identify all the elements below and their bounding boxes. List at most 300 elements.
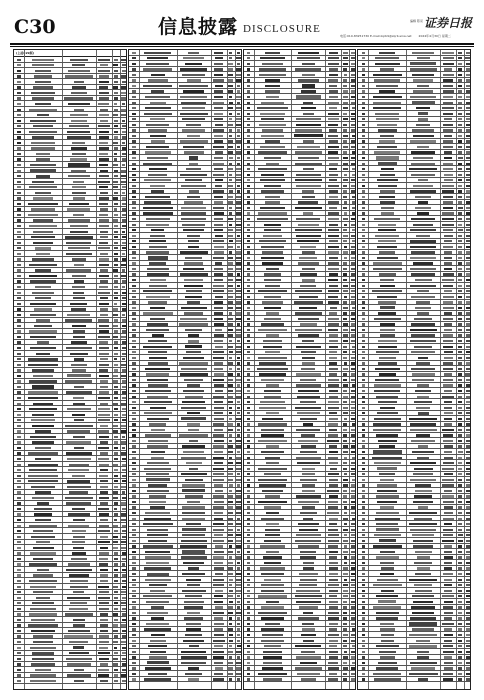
table-cell-mark [237,52,241,54]
table-cell-mark [247,540,251,542]
table-cell-mark [99,303,110,305]
table-cell-mark [466,457,470,459]
table-cell-mark [329,174,338,176]
table-cell-mark [247,285,251,287]
table-cell-mark [228,606,233,608]
table-cell-mark [362,79,366,81]
table-cell-mark [298,201,318,203]
table-cell-mark [17,613,21,615]
table-cell-mark [181,656,207,659]
table-cell-mark [343,396,348,398]
table-cell-mark [214,201,222,203]
table-cell-mark [122,153,126,155]
table-cell-mark [259,407,286,409]
table-cell-mark [343,113,347,115]
table-cell-mark [180,96,208,98]
table-cell-mark [296,429,320,431]
table-cell-mark [410,617,436,619]
table-cell-mark [328,634,339,636]
table-cell-mark [443,301,452,303]
table-cell-mark [247,468,251,470]
table-cell-mark [144,201,171,203]
table-cell-mark [229,418,233,420]
table-cell-mark [114,569,118,571]
table-cell-mark [258,468,286,470]
table-cell-mark [247,473,251,475]
table-cell-mark [132,351,136,353]
table-cell-mark [458,612,462,614]
table-cell-mark [36,353,50,355]
table-cell-mark [100,452,108,454]
table-cell-mark [122,292,126,294]
table-cell-mark [362,52,366,54]
table-cell-mark [444,612,453,614]
table-cell-mark [31,208,54,210]
table-cell-mark [343,412,348,414]
table-cell-mark [228,257,233,259]
table-cell-mark [343,151,347,153]
table-cell-mark [380,68,394,70]
table-cell-mark [343,102,348,104]
table-cell-mark [213,529,224,531]
table-cell-mark [67,458,91,460]
table-cell-mark [99,175,109,177]
table-cell-mark [132,396,136,398]
table-cell-mark [442,52,454,54]
table-cell-mark [122,635,126,637]
table-cell-mark [17,369,21,371]
table-cell-mark [114,330,118,332]
table-cell-mark [98,458,109,460]
table-cell-mark [236,495,240,497]
table-cell-mark [151,451,165,453]
table-cell-mark [34,308,51,310]
table-cell-mark [466,262,471,264]
table-cell-mark [114,258,118,260]
table-cell-mark [214,534,223,536]
table-cell-mark [17,669,21,671]
table-cell-mark [351,368,355,370]
table-cell-mark [260,179,285,181]
table-cell-mark [343,163,347,165]
table-cell-mark [17,591,21,593]
table-cell-mark [466,634,469,636]
table-cell-mark [458,628,461,630]
table-cell-mark [247,595,251,597]
table-cell-mark [122,303,126,305]
table-cell-mark [114,391,118,393]
table-cell-mark [458,495,462,497]
table-cell-mark [228,379,233,381]
table-cell-mark [418,445,428,447]
table-cell-mark [121,591,126,593]
table-cell-mark [343,118,348,120]
table-cell-mark [375,518,400,520]
table-cell-mark [236,68,241,70]
table-cell-mark [247,301,251,303]
table-cell-mark [34,325,51,327]
table-cell-mark [247,673,251,675]
table-cell-mark [72,64,85,66]
table-cell-mark [343,279,347,281]
table-cell-mark [114,214,118,216]
table-cell-mark [458,246,462,248]
table-cell-mark [132,401,136,403]
table-cell-mark [351,68,356,70]
table-cell-mark [247,384,251,386]
table-cell-mark [351,163,355,165]
table-cell-mark [247,296,251,298]
table-cell-mark [344,257,348,259]
table-cell-mark [147,462,169,464]
table-cell-mark [444,240,452,242]
table-cell-mark [458,201,463,203]
table-cell-mark [443,529,453,531]
table-cell-mark [182,573,205,575]
table-cell-mark [410,529,435,531]
table-cell-mark [229,135,233,137]
table-cell-mark [374,678,401,680]
table-cell-mark [214,645,224,647]
table-cell-mark [343,96,347,98]
table-cell-mark [36,158,50,160]
table-cell-mark [29,264,57,266]
table-cell-mark [17,480,21,482]
table-cell-mark [114,558,118,560]
table-cell-mark [263,556,282,558]
table-cell-mark [17,547,21,549]
table-cell-mark [376,434,398,436]
table-cell-mark [247,373,251,375]
table-cell-mark [114,120,118,122]
table-cell-mark [35,286,52,288]
table-cell-mark [329,273,337,275]
table-cell-mark [237,606,241,608]
table-cell-mark [213,357,224,359]
table-cell-mark [114,236,118,238]
table-cell-mark [466,390,471,392]
table-cell-mark [265,201,279,203]
table-cell-mark [236,673,241,675]
table-cell-mark [329,673,337,675]
table-cell-mark [351,235,355,237]
table-cell-mark [266,412,280,414]
table-cell-mark [458,257,463,259]
table-cell-mark [213,129,224,131]
table-cell-mark [145,196,170,198]
table-cell-mark [458,124,462,126]
table-cell-mark [98,103,109,105]
table-cell-mark [352,135,355,137]
table-cell-mark [351,179,355,181]
table-cell-mark [329,346,338,348]
table-cell-mark [444,579,453,581]
table-cell-mark [261,573,285,575]
table-cell-mark [98,59,109,61]
table-cell-mark [343,68,347,70]
table-cell-mark [458,606,461,608]
table-cell-mark [443,57,454,59]
table-cell-mark [376,612,399,614]
table-cell-mark [228,79,233,81]
table-cell-mark [458,118,462,120]
table-cell-mark [17,580,21,582]
table-cell-mark [466,185,470,187]
table-cell-mark [265,85,280,87]
table-cell-mark [302,628,315,630]
table-cell-mark [458,506,462,508]
table-cell-mark [351,623,355,625]
table-cell-mark [303,518,313,520]
table-cell-mark [214,107,223,109]
table-cell-mark [114,264,118,266]
table-cell-mark [443,113,453,115]
table-cell-mark [98,530,110,532]
table-cell-mark [458,168,462,170]
table-cell-mark [444,567,452,569]
table-cell-mark [99,147,108,149]
table-cell-mark [145,151,171,153]
table-cell-mark [343,290,348,292]
table-cell-mark [17,197,21,199]
table-cell-mark [344,523,347,525]
table-cell-mark [236,57,240,59]
table-cell-mark [17,114,21,116]
table-cell-mark [362,445,366,447]
table-cell-mark [466,573,470,575]
table-cell-mark [343,495,347,497]
table-cell-mark [121,114,126,116]
table-cell-mark [362,268,366,270]
table-cell-mark [187,384,200,386]
table-cell-mark [69,203,90,205]
table-cell-mark [412,101,435,104]
table-cell-mark [215,390,223,392]
table-cell-mark [458,207,463,209]
table-cell-mark [329,85,337,87]
table-cell-mark [132,107,136,109]
table-cell-mark [351,606,355,608]
table-cell-mark [263,346,282,348]
table-cell-mark [466,201,470,203]
table-cell-mark [380,334,395,336]
table-cell-mark [114,81,118,83]
table-cell-mark [213,523,223,525]
table-cell-mark [443,246,453,248]
table-cell-mark [458,601,462,603]
table-cell-mark [247,501,251,503]
table-cell-mark [458,185,462,187]
table-cell-mark [149,285,167,287]
table-cell-mark [247,368,251,370]
table-cell-mark [182,74,206,76]
table-cell-mark [65,497,92,499]
table-cell-mark [74,358,84,361]
table-cell-mark [185,396,203,398]
table-cell-mark [328,229,339,231]
table-cell-mark [143,85,172,87]
table-cell-mark [122,552,126,554]
table-cell-mark [412,612,435,614]
table-cell-mark [114,231,118,233]
table-cell-mark [328,407,339,409]
table-column-2 [128,49,242,690]
table-cell-mark [260,207,285,209]
table-cell-mark [99,75,109,77]
table-cell-mark [236,390,240,392]
table-cell-mark [122,164,125,166]
table-cell-mark [150,407,166,409]
table-cell-mark [29,580,58,582]
table-cell-mark [228,540,233,542]
table-cell-mark [66,242,91,244]
table-cell-mark [458,96,463,98]
table-cell-mark [228,290,233,292]
table-cell-mark [73,330,85,332]
table-cell-mark [466,240,469,242]
table-cell-mark [351,96,355,98]
table-cell-mark [122,669,126,671]
table-cell-mark [328,212,340,214]
table-cell-mark [114,408,118,410]
table-cell-mark [213,163,224,165]
table-cell-mark [114,508,117,510]
table-cell-mark [247,556,251,558]
table-cell-mark [215,346,223,348]
table-cell-mark [100,624,108,626]
table-cell-mark [458,63,461,65]
table-cell-mark [458,301,461,303]
table-cell-mark [411,667,436,670]
table-cell-mark [69,652,88,654]
table-cell-mark [113,658,118,660]
table-cell-mark [32,425,55,427]
table-cell-mark [466,151,471,153]
table-cell-mark [17,275,21,277]
table-cell-mark [132,540,136,542]
table-cell-mark [183,268,204,270]
table-cell-mark [114,458,118,460]
table-cell-mark [180,318,206,320]
table-cell-mark [411,174,435,176]
table-cell-mark [122,574,126,576]
table-cell-mark [29,563,56,565]
table-cell-mark [376,595,398,597]
table-cell-mark [328,318,338,320]
table-cell-mark [71,558,87,560]
table-cell-mark [122,131,126,133]
table-cell-mark [114,591,118,593]
table-cell-mark [65,380,92,382]
table-cell-mark [443,273,454,275]
table-cell-mark [229,312,233,314]
table-cell-mark [132,257,136,259]
table-cell-mark [99,164,108,166]
table-cell-mark [247,606,251,608]
table-cell-mark [328,545,338,547]
table-cell-mark [302,268,315,270]
table-cell-mark [73,336,85,338]
table-cell-mark [329,396,339,398]
table-cell-mark [247,79,251,81]
table-cell-mark [413,79,433,81]
table-cell-mark [247,118,251,120]
table-cell-mark [297,57,321,59]
table-cell-mark [228,495,233,497]
table-cell-mark [343,307,347,309]
table-cell-mark [228,229,232,231]
table-cell-mark [36,541,49,543]
table-cell-mark [247,107,251,109]
table-cell-mark [343,107,348,109]
table-cell-mark [121,175,126,177]
table-cell-mark [214,118,223,120]
table-cell-mark [32,292,55,294]
table-cell-mark [100,613,108,615]
table-cell-mark [295,329,321,331]
table-cell-mark [264,579,280,581]
table-cell-mark [35,81,51,83]
table-cell-mark [121,624,126,626]
table-cell-mark [265,529,279,531]
table-cell-mark [215,57,223,59]
table-cell-mark [214,63,223,65]
table-cell-mark [237,412,241,414]
table-cell-mark [17,663,21,665]
table-cell-mark [302,484,314,486]
table-cell-mark [444,373,452,375]
table-cell-mark [343,351,347,353]
table-cell-mark [100,380,109,382]
table-cell-mark [71,364,87,366]
table-cell-mark [114,469,118,471]
table-cell-mark [411,151,435,153]
table-cell-mark [114,386,118,388]
table-cell-mark [228,373,232,375]
table-cell-mark [444,662,453,664]
table-cell-mark [121,425,126,427]
table-cell-mark [442,595,453,597]
table-cell-mark [466,102,470,104]
table-cell-mark [229,102,233,104]
table-cell-mark [352,151,356,153]
table-cell-mark [362,151,366,153]
table-cell-mark [410,423,437,425]
table-cell-mark [99,219,109,221]
table-cell-mark [351,362,355,364]
table-cell-mark [295,667,322,669]
table-cell-mark [458,418,461,420]
table-cell-mark [184,601,204,603]
table-cell-mark [213,351,225,353]
table-cell-mark [247,512,251,514]
table-cell-mark [296,174,322,176]
table-cell-mark [17,558,21,560]
table-cell-mark [343,484,348,486]
table-cell-mark [237,518,241,520]
table-cell-mark [114,297,119,299]
table-cell-mark [329,484,338,486]
table-cell-mark [379,473,395,475]
table-cell-mark [148,174,167,176]
table-cell-mark [132,273,136,275]
table-cell-mark [214,373,224,375]
table-cell-mark [113,314,118,316]
table-cell-mark [466,490,469,492]
table-cell-mark [132,590,136,592]
table-cell-mark [259,484,287,486]
table-cell-mark [343,623,347,625]
